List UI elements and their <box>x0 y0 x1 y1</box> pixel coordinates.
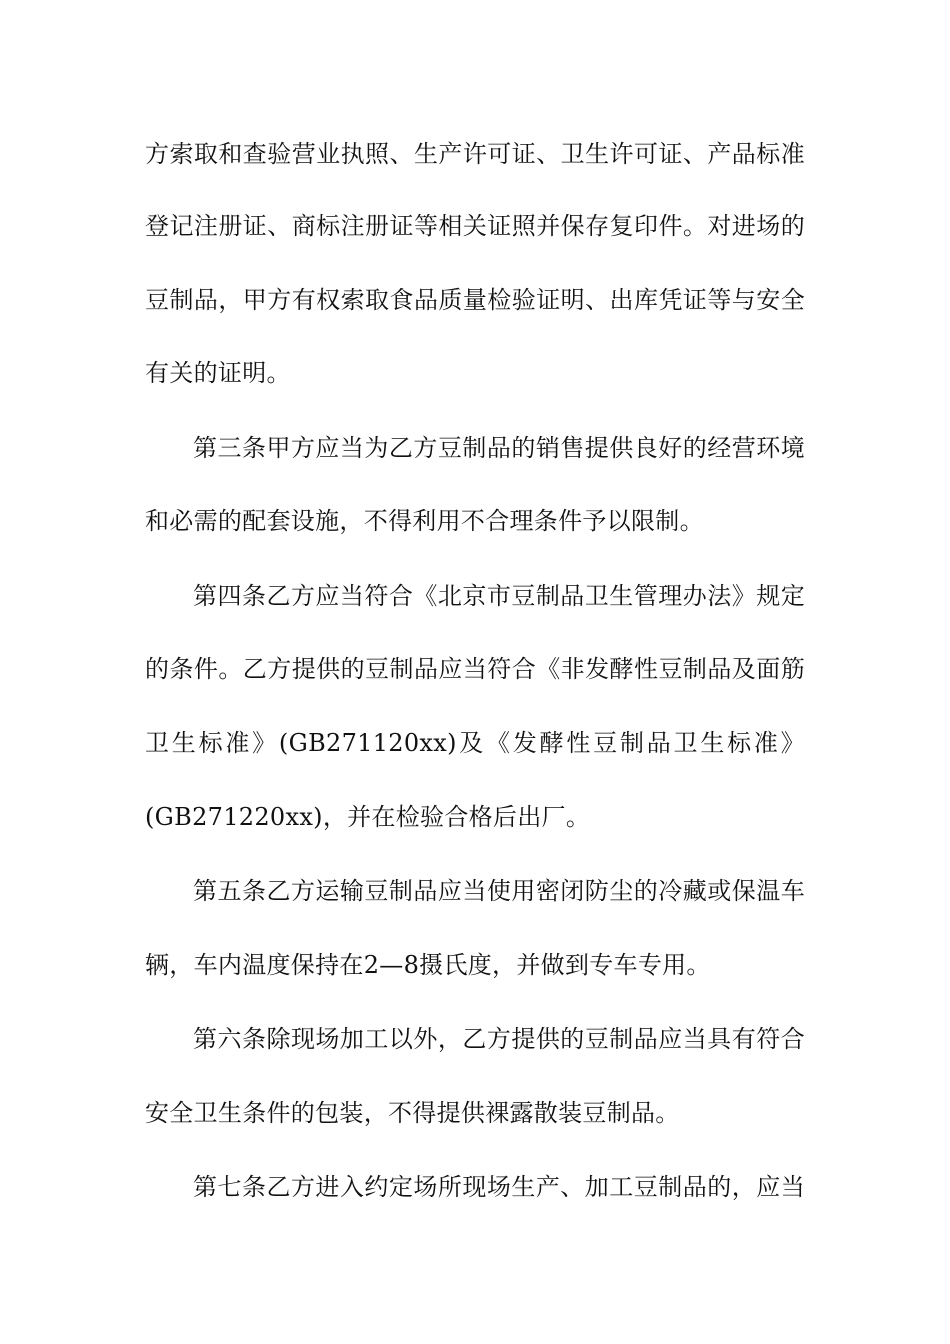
paragraph-first-line: 第五条乙方运输豆制品应当使用密闭防尘的冷藏或保温车 <box>193 877 805 905</box>
paragraph-first-line: 第四条乙方应当符合《北京市豆制品卫生管理办法》规定 <box>193 582 805 610</box>
paragraph-first-line: 第六条除现场加工以外，乙方提供的豆制品应当具有符合 <box>193 1025 805 1053</box>
text-line: (GB271220xx)，并在检验合格后出厂。 <box>145 803 591 831</box>
text-line: 有关的证明。 <box>145 359 291 387</box>
text-line: 卫生标准》(GB271120xx)及《发酵性豆制品卫生标准》 <box>145 729 805 757</box>
text-line: 安全卫生条件的包装，不得提供裸露散装豆制品。 <box>145 1099 680 1127</box>
paragraph-first-line: 第七条乙方进入约定场所现场生产、加工豆制品的，应当 <box>193 1173 805 1201</box>
text-line: 的条件。乙方提供的豆制品应当符合《非发酵性豆制品及面筋 <box>145 655 805 683</box>
text-line: 登记注册证、商标注册证等相关证照并保存复印件。对进场的 <box>145 212 805 240</box>
text-line: 豆制品，甲方有权索取食品质量检验证明、出库凭证等与安全 <box>145 286 805 314</box>
text-line: 辆，车内温度保持在2—8摄氏度，并做到专车专用。 <box>145 951 711 979</box>
paragraph-first-line: 第三条甲方应当为乙方豆制品的销售提供良好的经营环境 <box>193 434 805 462</box>
text-line: 方索取和查验营业执照、生产许可证、卫生许可证、产品标准 <box>145 140 805 168</box>
text-line: 和必需的配套设施，不得利用不合理条件予以限制。 <box>145 507 704 535</box>
